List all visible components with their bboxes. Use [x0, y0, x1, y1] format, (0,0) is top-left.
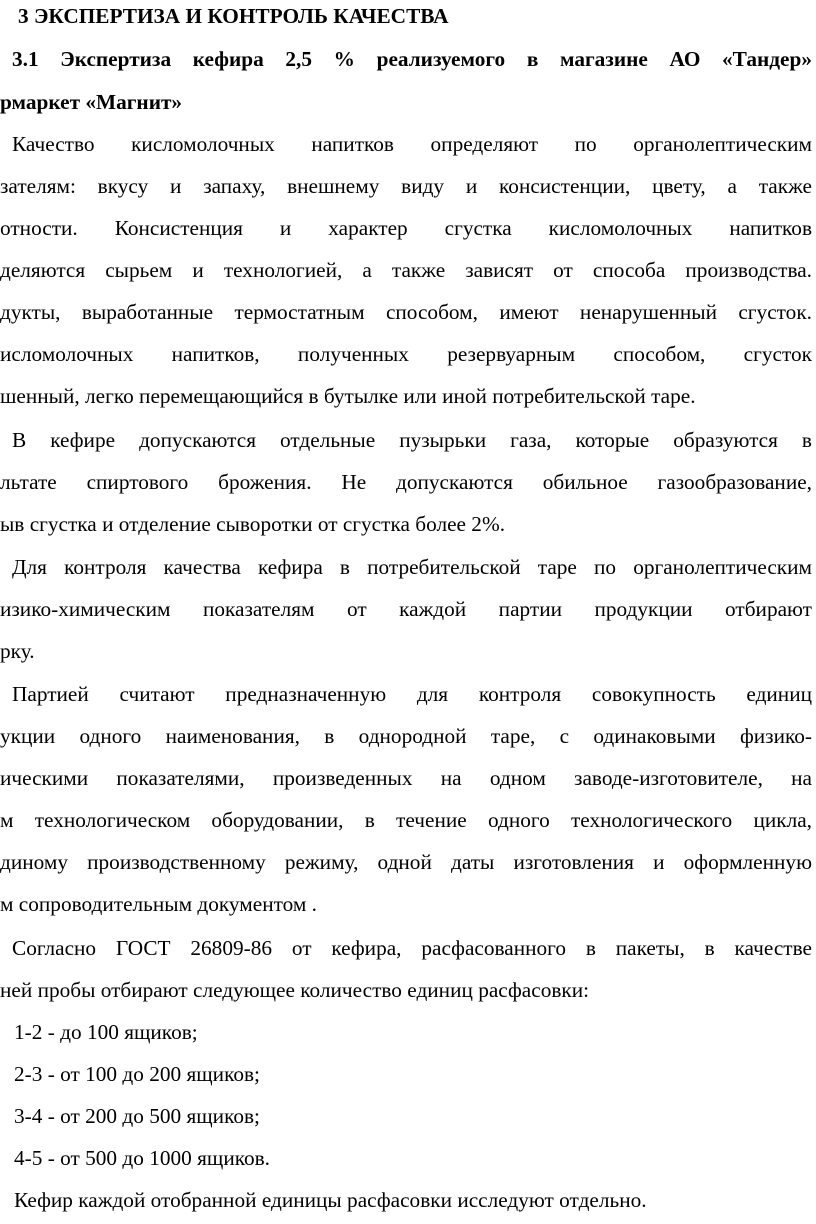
paragraph-line: Для контроля качества кефира в потребительской таре по органолептическим	[12, 555, 812, 579]
list-item: 4-5 - от 500 до 1000 ящиков.	[14, 1146, 271, 1170]
list-item: 1-2 - до 100 ящиков;	[14, 1020, 198, 1044]
paragraph-line: отности. Консистенция и характер сгустка кисломолочных напитков	[0, 216, 812, 240]
paragraph-line: изико-химическим показателям от каждой партии продукции отбирают	[0, 597, 812, 621]
closing-line: Кефир каждой отобранной единицы расфасовки исследуют отдельно.	[14, 1188, 647, 1212]
section-heading: 3 ЭКСПЕРТИЗА И КОНТРОЛЬ КАЧЕСТВА	[18, 4, 449, 28]
paragraph-line: деляются сырьем и технологией, а также зависят от способа производства.	[0, 258, 812, 282]
paragraph-line: шенный, легко перемещающийся в бутылке или иной потребительской таре.	[0, 384, 696, 408]
subsection-heading-line: рмаркет «Магнит»	[0, 90, 183, 114]
paragraph-line: исломолочных напитков, полученных резервуарным способом, сгусток	[0, 342, 812, 366]
paragraph-line: укции одного наименования, в однородной таре, с одинаковыми физико-	[0, 724, 812, 748]
paragraph-line: зателям: вкусу и запаху, внешнему виду и консистенции, цвету, а также	[0, 174, 812, 198]
paragraph-line: В кефире допускаются отдельные пузырьки газа, которые образуются в	[12, 428, 812, 452]
subsection-heading-line: 3.1 Экспертиза кефира 2,5 % реализуемого в магазине АО «Тандер»	[12, 47, 812, 71]
paragraph-line: Согласно ГОСТ 26809-86 от кефира, расфасованного в пакеты, в качестве	[12, 936, 812, 960]
list-item: 2-3 - от 100 до 200 ящиков;	[14, 1062, 260, 1086]
paragraph-line: дукты, выработанные термостатным способом, имеют ненарушенный сгусток.	[0, 300, 812, 324]
paragraph-line: ней пробы отбирают следующее количество единиц расфасовки:	[0, 978, 590, 1002]
paragraph-line: ическими показателями, произведенных на одном заводе-изготовителе, на	[0, 766, 812, 790]
paragraph-line: льтате спиртового брожения. Не допускаются обильное газообразование,	[0, 470, 812, 494]
paragraph-line: диному производственному режиму, одной даты изготовления и оформленную	[0, 850, 812, 874]
paragraph-line: м технологическом оборудовании, в течение одного технологического цикла,	[0, 808, 812, 832]
paragraph-line: ыв сгустка и отделение сыворотки от сгустка более 2%.	[0, 512, 506, 536]
paragraph-line: м сопроводительным документом .	[0, 892, 317, 916]
list-item: 3-4 - от 200 до 500 ящиков;	[14, 1104, 260, 1128]
paragraph-line: Качество кисломолочных напитков определяют по органолептическим	[12, 132, 812, 156]
paragraph-line: рку.	[0, 639, 35, 663]
paragraph-line: Партией считают предназначенную для контроля совокупность единиц	[12, 682, 812, 706]
